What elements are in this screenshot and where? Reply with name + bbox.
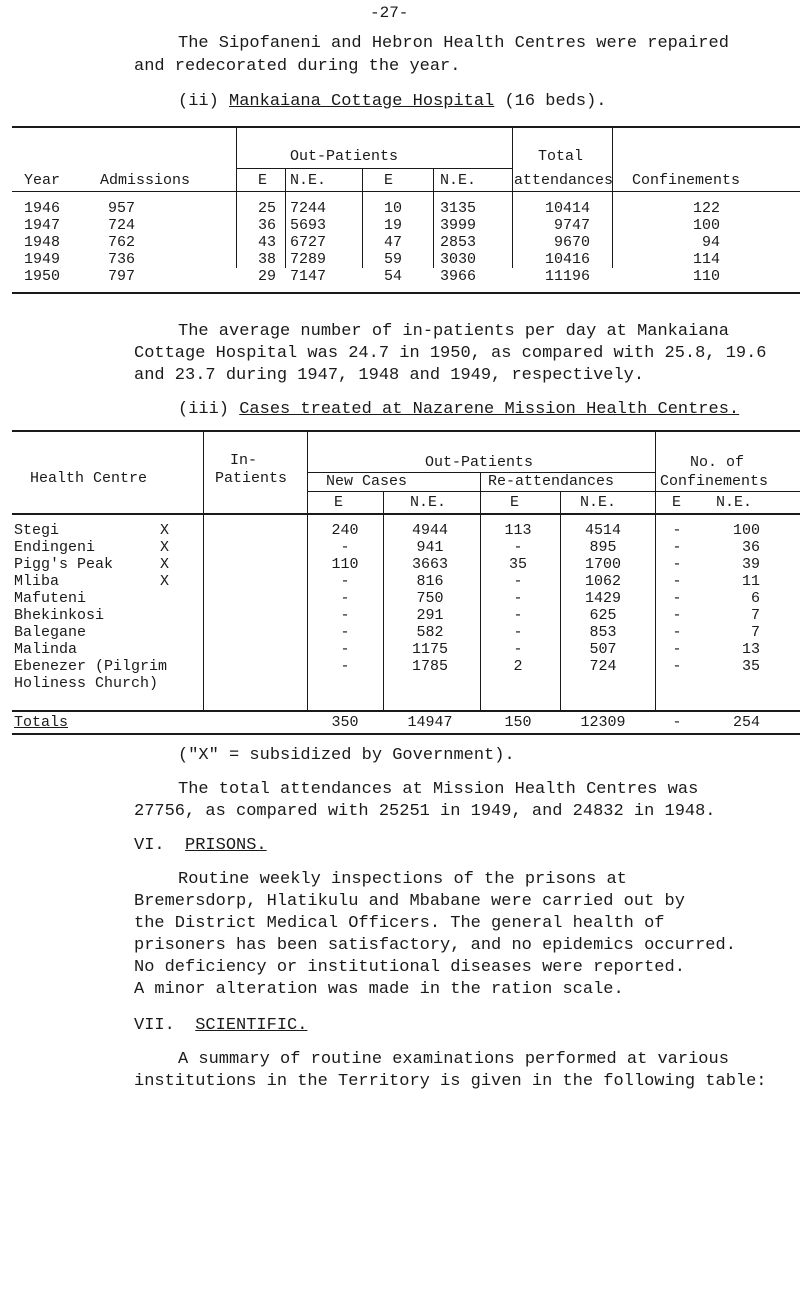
- t1-e1: 43: [258, 234, 277, 251]
- t2-ce-header: E: [672, 494, 682, 511]
- t2-cne-header: N.E.: [716, 494, 753, 511]
- t2-cne: 7: [750, 624, 760, 641]
- t2-ce: -: [672, 539, 682, 556]
- t2-conf-header-2: Confinements: [660, 473, 769, 490]
- t2-ce: -: [672, 658, 682, 675]
- t2-subsidy-mark: X: [160, 539, 170, 556]
- t2-ce: -: [672, 641, 682, 658]
- t2-e2: -: [513, 607, 523, 624]
- t2-ne1: 1785: [411, 658, 448, 675]
- t1-total: 9747: [553, 217, 590, 234]
- t1-admissions: 957: [108, 200, 136, 217]
- t2-e2: -: [513, 539, 523, 556]
- section-ii-title: Mankaiana Cottage Hospital: [229, 92, 495, 111]
- t2-cne: 35: [741, 658, 760, 675]
- t2-e1-header: E: [334, 494, 344, 511]
- t1-total-header: Total: [538, 148, 584, 165]
- t1-confinements: 122: [692, 200, 720, 217]
- t1-attendances-header: attendances: [514, 172, 614, 189]
- t2-ce: -: [672, 556, 682, 573]
- prisons-para-line-1: Routine weekly inspections of the prisons at: [178, 870, 627, 889]
- t2-total-ce: -: [672, 714, 682, 731]
- t1-admissions: 724: [108, 217, 136, 234]
- t2-ne1: 4944: [411, 522, 448, 539]
- t2-subsidy-mark: X: [160, 522, 170, 539]
- t2-ne2: 853: [589, 624, 617, 641]
- t2-subsidy-mark: X: [160, 556, 170, 573]
- t1-e2: 10: [384, 200, 403, 217]
- t2-ce: -: [672, 573, 682, 590]
- t2-e2: -: [513, 624, 523, 641]
- t1-admissions-header: Admissions: [100, 172, 191, 189]
- t2-centre-name: Balegane: [14, 624, 87, 641]
- t2-ne2: 1429: [584, 590, 621, 607]
- section-iii-prefix: (iii): [178, 400, 230, 419]
- t1-outpatients-header: Out-Patients: [290, 148, 399, 165]
- section-vi-title: PRISONS.: [185, 836, 267, 855]
- t1-e2: 54: [384, 268, 403, 285]
- t2-cne: 7: [750, 607, 760, 624]
- t1-ne1: 7244: [290, 200, 327, 217]
- t2-e2: 113: [504, 522, 532, 539]
- t1-ne1: 6727: [290, 234, 327, 251]
- t2-centre-header: Health Centre: [30, 470, 148, 487]
- t2-subsidy-mark: X: [160, 573, 170, 590]
- section-ii-prefix: (ii): [178, 92, 219, 111]
- t2-centre-name: Mliba: [14, 573, 60, 590]
- t2-ne1-header: N.E.: [410, 494, 447, 511]
- t1-ne2: 3966: [440, 268, 477, 285]
- t2-in-header-2: Patients: [215, 470, 288, 487]
- t1-total: 9670: [553, 234, 590, 251]
- t1-ne1: 7147: [290, 268, 327, 285]
- t1-year: 1949: [24, 251, 61, 268]
- section-iii-title: Cases treated at Nazarene Mission Health Centres.: [239, 400, 740, 419]
- t1-year: 1946: [24, 200, 61, 217]
- t2-e2: -: [513, 590, 523, 607]
- t2-e1: -: [340, 590, 350, 607]
- t1-e1: 29: [258, 268, 277, 285]
- t2-ne2: 1062: [584, 573, 621, 590]
- t1-total: 11196: [544, 268, 590, 285]
- t2-e1: 110: [331, 556, 359, 573]
- t2-cne: 39: [741, 556, 760, 573]
- t2-e1: -: [340, 641, 350, 658]
- t2-e2: -: [513, 573, 523, 590]
- t2-total-ne2: 12309: [580, 714, 626, 731]
- t1-e2: 19: [384, 217, 403, 234]
- t2-e2: 2: [513, 658, 523, 675]
- prisons-para-line-4: prisoners has been satisfactory, and no epidemics occurred.: [134, 936, 736, 955]
- t2-e1: -: [340, 658, 350, 675]
- t1-e1: 36: [258, 217, 277, 234]
- t2-total-cne: 254: [732, 714, 760, 731]
- scientific-para-line-1: A summary of routine examinations performed at various: [178, 1050, 729, 1069]
- intro-line-1: The Sipofaneni and Hebron Health Centres were repaired: [178, 34, 729, 53]
- avg-para-line-3: and 23.7 during 1947, 1948 and 1949, respectively.: [134, 366, 645, 385]
- section-vii-title: SCIENTIFIC.: [195, 1016, 308, 1035]
- t2-e2: -: [513, 641, 523, 658]
- section-vii-heading: [134, 1016, 307, 1035]
- section-ii-heading: [178, 92, 607, 111]
- section-vi-heading: [134, 836, 267, 855]
- t1-confinements: 114: [692, 251, 720, 268]
- t2-outpatients-header: Out-Patients: [425, 454, 534, 471]
- t1-e2: 59: [384, 251, 403, 268]
- section-ii-suffix: (16 beds).: [504, 92, 607, 111]
- t1-year: 1947: [24, 217, 61, 234]
- t2-centre-name: Malinda: [14, 641, 78, 658]
- t1-confinements: 94: [701, 234, 720, 251]
- t2-centre-name: Endingeni: [14, 539, 96, 556]
- t2-reatt-header: Re-attendances: [488, 473, 615, 490]
- t2-total-ne1: 14947: [407, 714, 453, 731]
- t1-e2-header: E: [384, 172, 394, 189]
- t2-cne: 36: [741, 539, 760, 556]
- t1-e1-header: E: [258, 172, 268, 189]
- t1-total: 10414: [544, 200, 590, 217]
- t2-centre-name: Ebenezer (Pilgrim: [14, 658, 168, 675]
- t2-e1: -: [340, 624, 350, 641]
- t2-ne1: 750: [416, 590, 444, 607]
- t2-e1: 240: [331, 522, 359, 539]
- t2-total-e1: 350: [331, 714, 359, 731]
- avg-para-line-2: Cottage Hospital was 24.7 in 1950, as compared with 25.8, 19.6: [134, 344, 767, 363]
- t2-ce: -: [672, 624, 682, 641]
- t2-ne2: 1700: [584, 556, 621, 573]
- t2-ce: -: [672, 590, 682, 607]
- t1-confinements-header: Confinements: [632, 172, 741, 189]
- t1-confinements: 110: [692, 268, 720, 285]
- t1-e2: 47: [384, 234, 403, 251]
- t1-ne2: 2853: [440, 234, 477, 251]
- t2-conf-header-1: No. of: [690, 454, 745, 471]
- section-iii-heading: [178, 400, 739, 419]
- t1-ne1: 7289: [290, 251, 327, 268]
- t2-e1: -: [340, 573, 350, 590]
- t2-ne2: 724: [589, 658, 617, 675]
- page-number: -27-: [370, 4, 409, 22]
- total-para-line-2: 27756, as compared with 25251 in 1949, and 24832 in 1948.: [134, 802, 716, 821]
- t1-total: 10416: [544, 251, 590, 268]
- t2-ne2-header: N.E.: [580, 494, 617, 511]
- t2-cne: 13: [741, 641, 760, 658]
- prisons-para-line-3: the District Medical Officers. The general health of: [134, 914, 665, 933]
- avg-para-line-1: The average number of in-patients per day at Mankaiana: [178, 322, 729, 341]
- t2-cne: 100: [732, 522, 760, 539]
- t2-centre-name: Holiness Church): [14, 675, 159, 692]
- t2-totals-label: Totals: [14, 714, 69, 731]
- t2-ne1: 941: [416, 539, 444, 556]
- t2-cne: 11: [741, 573, 760, 590]
- t2-total-e2: 150: [504, 714, 532, 731]
- t2-ne1: 3663: [411, 556, 448, 573]
- t2-centre-name: Pigg's Peak: [14, 556, 114, 573]
- t1-e1: 25: [258, 200, 277, 217]
- t1-ne2-header: N.E.: [440, 172, 477, 189]
- t1-admissions: 736: [108, 251, 136, 268]
- t2-centre-name: Bhekinkosi: [14, 607, 105, 624]
- t1-ne2: 3135: [440, 200, 477, 217]
- t1-year: 1948: [24, 234, 61, 251]
- t1-ne1-header: N.E.: [290, 172, 327, 189]
- t2-ne1: 816: [416, 573, 444, 590]
- t2-cne: 6: [750, 590, 760, 607]
- t2-new-cases-header: New Cases: [326, 473, 408, 490]
- t1-ne2: 3999: [440, 217, 477, 234]
- t1-year-header: Year: [24, 172, 61, 189]
- t2-centre-name: Mafuteni: [14, 590, 87, 607]
- prisons-para-line-6: A minor alteration was made in the ration scale.: [134, 980, 624, 999]
- t2-ce: -: [672, 522, 682, 539]
- intro-line-2: and redecorated during the year.: [134, 57, 461, 76]
- t2-e2: 35: [508, 556, 527, 573]
- t2-in-header-1: In-: [230, 452, 258, 469]
- t1-admissions: 762: [108, 234, 136, 251]
- scientific-para-line-2: institutions in the Territory is given in the following table:: [134, 1072, 767, 1091]
- footnote: ("X" = subsidized by Government).: [178, 746, 515, 765]
- prisons-para-line-5: No deficiency or institutional diseases were reported.: [134, 958, 685, 977]
- t2-centre-name: Stegi: [14, 522, 60, 539]
- t2-ne2: 625: [589, 607, 617, 624]
- t1-year: 1950: [24, 268, 61, 285]
- total-para-line-1: The total attendances at Mission Health Centres was: [178, 780, 699, 799]
- t1-admissions: 797: [108, 268, 136, 285]
- t2-ne2: 507: [589, 641, 617, 658]
- t2-ce: -: [672, 607, 682, 624]
- t2-ne1: 582: [416, 624, 444, 641]
- t1-ne2: 3030: [440, 251, 477, 268]
- t1-confinements: 100: [692, 217, 720, 234]
- t2-ne2: 895: [589, 539, 617, 556]
- section-vii-prefix: VII.: [134, 1016, 175, 1035]
- section-vi-prefix: VI.: [134, 836, 165, 855]
- t2-e1: -: [340, 539, 350, 556]
- prisons-para-line-2: Bremersdorp, Hlatikulu and Mbabane were carried out by: [134, 892, 685, 911]
- t2-ne1: 291: [416, 607, 444, 624]
- t1-ne1: 5693: [290, 217, 327, 234]
- t2-e1: -: [340, 607, 350, 624]
- t2-ne2: 4514: [584, 522, 621, 539]
- t2-ne1: 1175: [411, 641, 448, 658]
- t2-e2-header: E: [510, 494, 520, 511]
- t1-e1: 38: [258, 251, 277, 268]
